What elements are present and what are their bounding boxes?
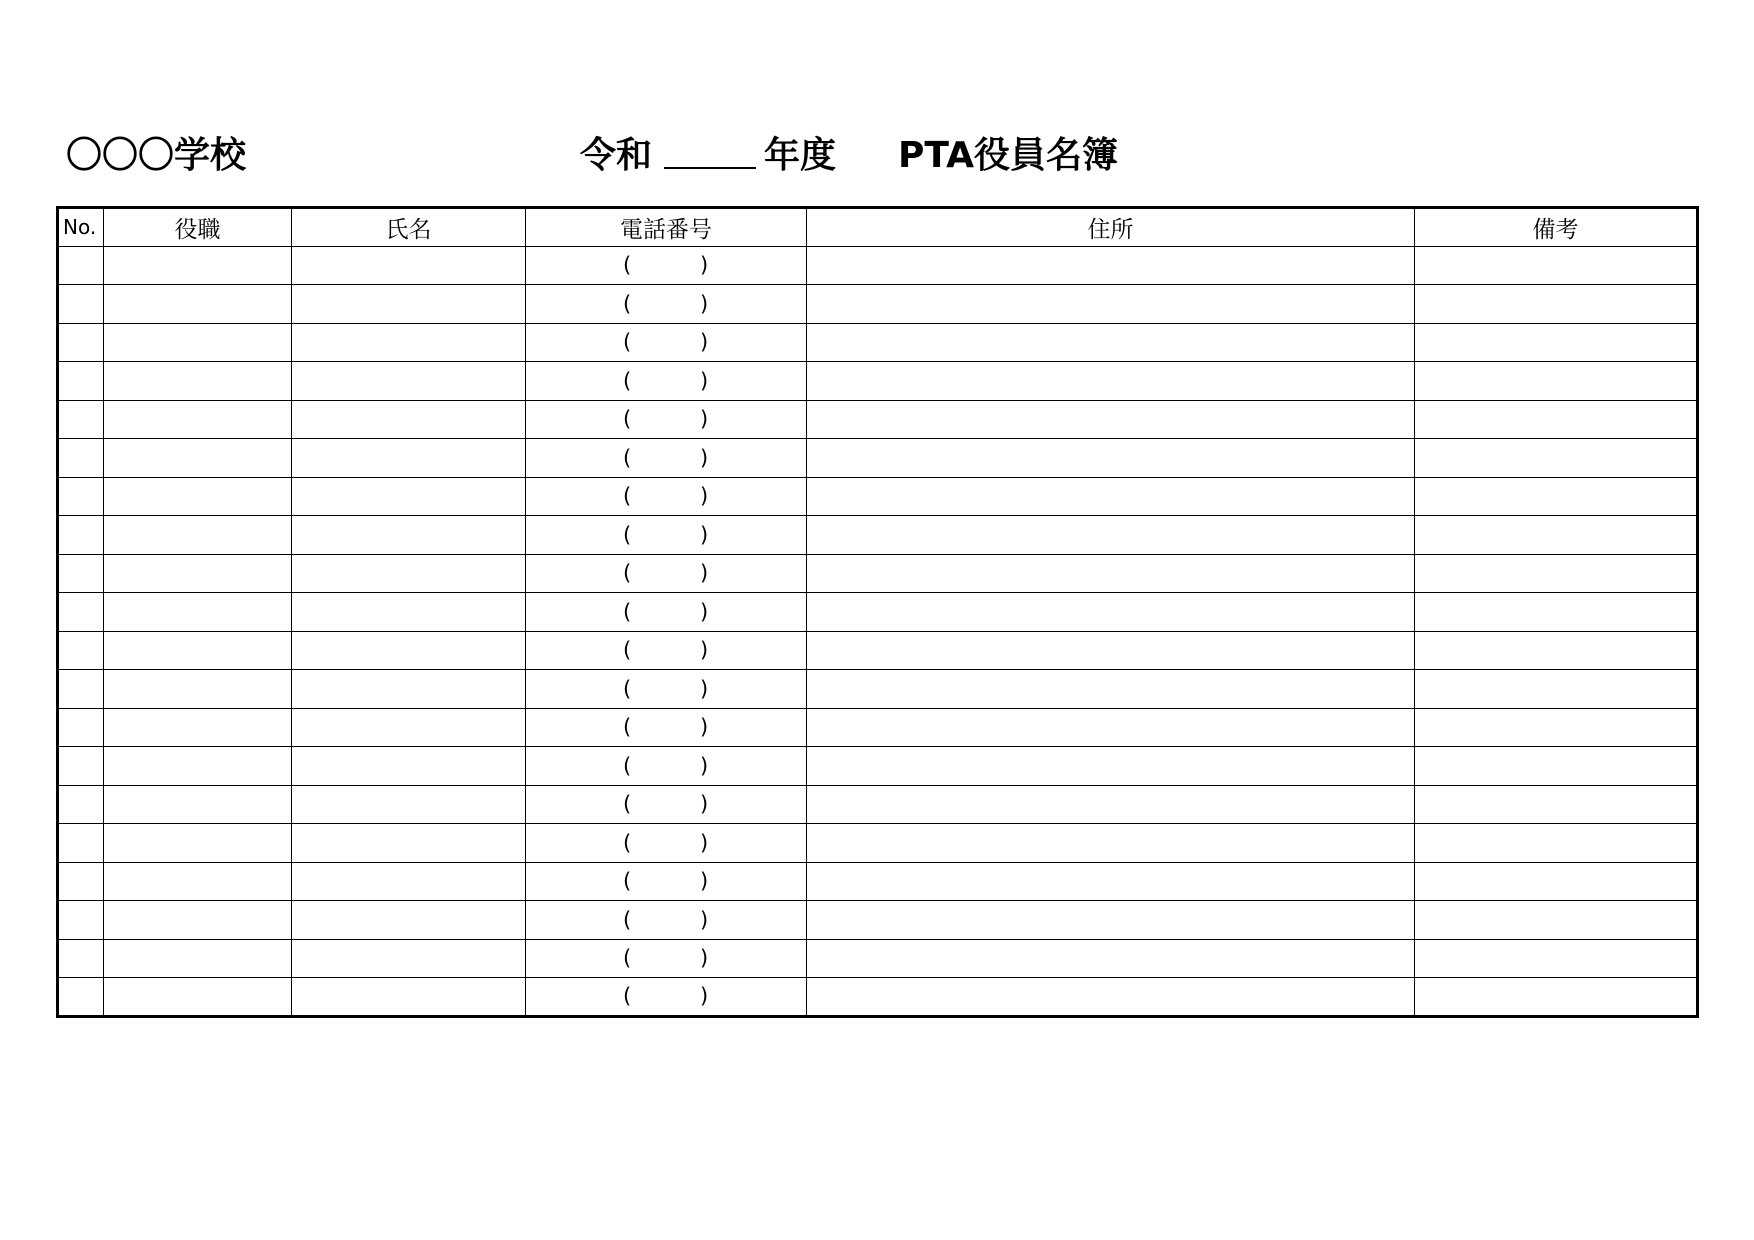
table-row xyxy=(58,285,1698,324)
phone-cell[interactable] xyxy=(526,477,807,516)
position-cell[interactable] xyxy=(104,362,292,401)
address-cell[interactable] xyxy=(807,824,1415,863)
remarks-cell[interactable] xyxy=(1415,747,1698,786)
area-code-close-paren: ) xyxy=(700,484,709,509)
no-cell[interactable] xyxy=(58,901,104,940)
table-row xyxy=(58,862,1698,901)
phone-cell[interactable] xyxy=(526,631,807,670)
phone-cell[interactable] xyxy=(526,285,807,324)
position-cell[interactable] xyxy=(104,901,292,940)
school-name: 〇〇〇学校 xyxy=(66,135,247,176)
remarks-cell[interactable] xyxy=(1415,824,1698,863)
address-cell[interactable] xyxy=(807,362,1415,401)
no-cell[interactable] xyxy=(58,670,104,709)
area-code-close-paren: ) xyxy=(700,869,709,894)
address-cell[interactable] xyxy=(807,246,1415,285)
table-row xyxy=(58,439,1698,478)
table-row xyxy=(58,554,1698,593)
remarks-cell[interactable] xyxy=(1415,708,1698,747)
table-row xyxy=(58,477,1698,516)
area-code-open-paren: ( xyxy=(623,792,632,817)
area-code-open-paren: ( xyxy=(623,753,632,778)
column-header-address: 住所 xyxy=(807,208,1415,247)
no-cell[interactable] xyxy=(58,477,104,516)
roster-title xyxy=(580,130,1118,182)
position-cell[interactable] xyxy=(104,939,292,978)
phone-cell[interactable] xyxy=(526,824,807,863)
remarks-cell[interactable] xyxy=(1415,477,1698,516)
phone-cell[interactable] xyxy=(526,516,807,555)
phone-cell[interactable] xyxy=(526,939,807,978)
table-row xyxy=(58,516,1698,555)
area-code-open-paren: ( xyxy=(623,561,632,586)
phone-cell[interactable] xyxy=(526,978,807,1017)
name-cell[interactable] xyxy=(292,862,526,901)
name-cell[interactable] xyxy=(292,978,526,1017)
year-suffix: 年度 xyxy=(764,135,837,176)
area-code-close-paren: ) xyxy=(700,984,709,1009)
officer-roster-table xyxy=(56,206,1699,1018)
area-code-close-paren: ) xyxy=(700,715,709,740)
remarks-cell[interactable] xyxy=(1415,631,1698,670)
area-code-open-paren: ( xyxy=(623,407,632,432)
name-cell[interactable] xyxy=(292,323,526,362)
area-code-open-paren: ( xyxy=(623,368,632,393)
column-header-remarks: 備考 xyxy=(1415,208,1698,247)
address-cell[interactable] xyxy=(807,554,1415,593)
roster-body xyxy=(58,246,1698,1016)
table-row xyxy=(58,631,1698,670)
remarks-cell[interactable] xyxy=(1415,323,1698,362)
area-code-open-paren: ( xyxy=(623,907,632,932)
position-cell[interactable] xyxy=(104,246,292,285)
name-cell[interactable] xyxy=(292,362,526,401)
table-row xyxy=(58,400,1698,439)
address-cell[interactable] xyxy=(807,747,1415,786)
address-cell[interactable] xyxy=(807,708,1415,747)
position-cell[interactable] xyxy=(104,862,292,901)
area-code-open-paren: ( xyxy=(623,599,632,624)
address-cell[interactable] xyxy=(807,939,1415,978)
position-cell[interactable] xyxy=(104,824,292,863)
area-code-open-paren: ( xyxy=(623,445,632,470)
column-header-no: No. xyxy=(58,208,104,247)
position-cell[interactable] xyxy=(104,439,292,478)
position-cell[interactable] xyxy=(104,516,292,555)
position-cell[interactable] xyxy=(104,323,292,362)
table-row xyxy=(58,978,1698,1017)
phone-cell[interactable] xyxy=(526,593,807,632)
column-header-position: 役職 xyxy=(104,208,292,247)
column-header-name: 氏名 xyxy=(292,208,526,247)
address-cell[interactable] xyxy=(807,631,1415,670)
area-code-open-paren: ( xyxy=(623,946,632,971)
remarks-cell[interactable] xyxy=(1415,670,1698,709)
no-cell[interactable] xyxy=(58,939,104,978)
era-label: 令和 xyxy=(580,135,653,176)
area-code-close-paren: ) xyxy=(700,445,709,470)
area-code-open-paren: ( xyxy=(623,984,632,1009)
area-code-open-paren: ( xyxy=(623,330,632,355)
area-code-open-paren: ( xyxy=(623,638,632,663)
position-cell[interactable] xyxy=(104,593,292,632)
remarks-cell[interactable] xyxy=(1415,939,1698,978)
position-cell[interactable] xyxy=(104,477,292,516)
address-cell[interactable] xyxy=(807,862,1415,901)
table-row xyxy=(58,323,1698,362)
name-cell[interactable] xyxy=(292,747,526,786)
address-cell[interactable] xyxy=(807,477,1415,516)
area-code-close-paren: ) xyxy=(700,561,709,586)
phone-cell[interactable] xyxy=(526,862,807,901)
name-cell[interactable] xyxy=(292,439,526,478)
name-cell[interactable] xyxy=(292,400,526,439)
address-cell[interactable] xyxy=(807,400,1415,439)
name-cell[interactable] xyxy=(292,477,526,516)
phone-cell[interactable] xyxy=(526,785,807,824)
area-code-close-paren: ) xyxy=(700,407,709,432)
no-cell[interactable] xyxy=(58,593,104,632)
area-code-close-paren: ) xyxy=(700,253,709,278)
name-cell[interactable] xyxy=(292,785,526,824)
position-cell[interactable] xyxy=(104,708,292,747)
name-cell[interactable] xyxy=(292,901,526,940)
name-cell[interactable] xyxy=(292,516,526,555)
no-cell[interactable] xyxy=(58,246,104,285)
table-row xyxy=(58,939,1698,978)
document-title: PTA役員名簿 xyxy=(898,135,1119,176)
name-cell[interactable] xyxy=(292,708,526,747)
area-code-close-paren: ) xyxy=(700,792,709,817)
remarks-cell[interactable] xyxy=(1415,439,1698,478)
area-code-open-paren: ( xyxy=(623,676,632,701)
position-cell[interactable] xyxy=(104,554,292,593)
area-code-open-paren: ( xyxy=(623,291,632,316)
address-cell[interactable] xyxy=(807,285,1415,324)
area-code-open-paren: ( xyxy=(623,522,632,547)
area-code-close-paren: ) xyxy=(700,676,709,701)
table-row xyxy=(58,593,1698,632)
address-cell[interactable] xyxy=(807,901,1415,940)
area-code-open-paren: ( xyxy=(623,830,632,855)
remarks-cell[interactable] xyxy=(1415,978,1698,1017)
position-cell[interactable] xyxy=(104,631,292,670)
address-cell[interactable] xyxy=(807,439,1415,478)
remarks-cell[interactable] xyxy=(1415,593,1698,632)
phone-cell[interactable] xyxy=(526,901,807,940)
position-cell[interactable] xyxy=(104,285,292,324)
name-cell[interactable] xyxy=(292,593,526,632)
remarks-cell[interactable] xyxy=(1415,862,1698,901)
year-blank-line[interactable] xyxy=(664,131,756,169)
phone-cell[interactable] xyxy=(526,708,807,747)
no-cell[interactable] xyxy=(58,747,104,786)
area-code-close-paren: ) xyxy=(700,522,709,547)
name-cell[interactable] xyxy=(292,246,526,285)
phone-cell[interactable] xyxy=(526,670,807,709)
remarks-cell[interactable] xyxy=(1415,285,1698,324)
no-cell[interactable] xyxy=(58,862,104,901)
address-cell[interactable] xyxy=(807,670,1415,709)
area-code-close-paren: ) xyxy=(700,830,709,855)
position-cell[interactable] xyxy=(104,747,292,786)
phone-cell[interactable] xyxy=(526,246,807,285)
area-code-close-paren: ) xyxy=(700,368,709,393)
name-cell[interactable] xyxy=(292,824,526,863)
area-code-close-paren: ) xyxy=(700,638,709,663)
name-cell[interactable] xyxy=(292,670,526,709)
remarks-cell[interactable] xyxy=(1415,246,1698,285)
area-code-close-paren: ) xyxy=(700,907,709,932)
area-code-close-paren: ) xyxy=(700,946,709,971)
area-code-close-paren: ) xyxy=(700,599,709,624)
name-cell[interactable] xyxy=(292,554,526,593)
name-cell[interactable] xyxy=(292,939,526,978)
name-cell[interactable] xyxy=(292,285,526,324)
table-row xyxy=(58,824,1698,863)
table-row xyxy=(58,901,1698,940)
remarks-cell[interactable] xyxy=(1415,400,1698,439)
no-cell[interactable] xyxy=(58,978,104,1017)
remarks-cell[interactable] xyxy=(1415,901,1698,940)
no-cell[interactable] xyxy=(58,824,104,863)
remarks-cell[interactable] xyxy=(1415,785,1698,824)
remarks-cell[interactable] xyxy=(1415,516,1698,555)
address-cell[interactable] xyxy=(807,323,1415,362)
no-cell[interactable] xyxy=(58,362,104,401)
no-cell[interactable] xyxy=(58,708,104,747)
area-code-close-paren: ) xyxy=(700,330,709,355)
address-cell[interactable] xyxy=(807,516,1415,555)
address-cell[interactable] xyxy=(807,978,1415,1017)
table-row xyxy=(58,785,1698,824)
table-row xyxy=(58,670,1698,709)
phone-cell[interactable] xyxy=(526,323,807,362)
table-row xyxy=(58,747,1698,786)
remarks-cell[interactable] xyxy=(1415,362,1698,401)
column-header-phone: 電話番号 xyxy=(526,208,807,247)
phone-cell[interactable] xyxy=(526,362,807,401)
position-cell[interactable] xyxy=(104,785,292,824)
table-row xyxy=(58,246,1698,285)
position-cell[interactable] xyxy=(104,670,292,709)
no-cell[interactable] xyxy=(58,516,104,555)
address-cell[interactable] xyxy=(807,593,1415,632)
table-row xyxy=(58,362,1698,401)
position-cell[interactable] xyxy=(104,400,292,439)
no-cell[interactable] xyxy=(58,439,104,478)
no-cell[interactable] xyxy=(58,785,104,824)
table-row xyxy=(58,708,1698,747)
phone-cell[interactable] xyxy=(526,439,807,478)
area-code-open-paren: ( xyxy=(623,715,632,740)
area-code-close-paren: ) xyxy=(700,753,709,778)
name-cell[interactable] xyxy=(292,631,526,670)
area-code-close-paren: ) xyxy=(700,291,709,316)
no-cell[interactable] xyxy=(58,631,104,670)
area-code-open-paren: ( xyxy=(623,253,632,278)
no-cell[interactable] xyxy=(58,554,104,593)
position-cell[interactable] xyxy=(104,978,292,1017)
no-cell[interactable] xyxy=(58,285,104,324)
remarks-cell[interactable] xyxy=(1415,554,1698,593)
address-cell[interactable] xyxy=(807,785,1415,824)
phone-cell[interactable] xyxy=(526,400,807,439)
no-cell[interactable] xyxy=(58,323,104,362)
phone-cell[interactable] xyxy=(526,554,807,593)
header-row xyxy=(58,208,1698,247)
area-code-open-paren: ( xyxy=(623,484,632,509)
no-cell[interactable] xyxy=(58,400,104,439)
phone-cell[interactable] xyxy=(526,747,807,786)
area-code-open-paren: ( xyxy=(623,869,632,894)
